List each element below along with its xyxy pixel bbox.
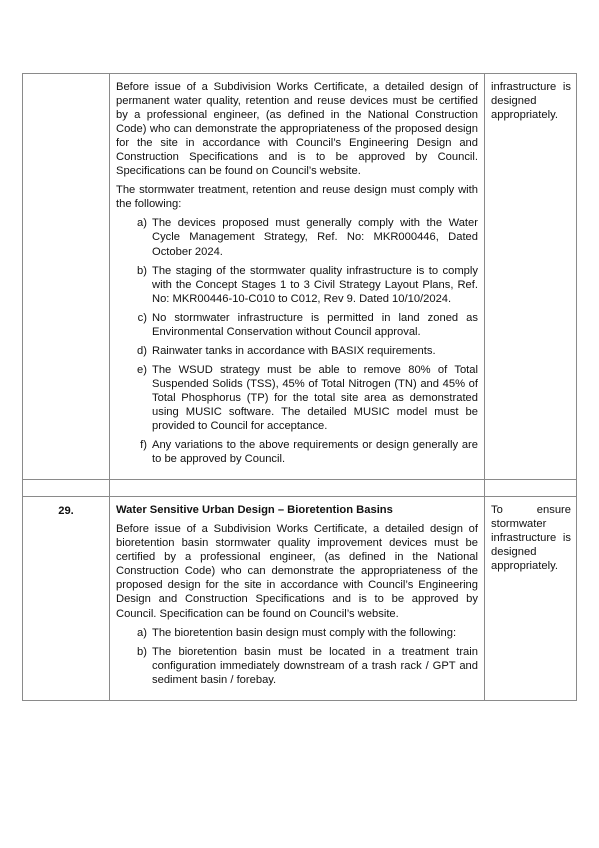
condition-paragraph: The stormwater treatment, retention and reuse design must comply with the following: — [116, 184, 478, 211]
list-marker: e) — [137, 363, 147, 376]
list-item-text: No stormwater infrastructure is permitted in land zoned as Environmental Conservation without Council approval. — [152, 311, 478, 338]
list-marker: b) — [137, 645, 147, 658]
condition-row — [23, 497, 577, 701]
condition-number: 29. — [23, 497, 110, 701]
list-item — [116, 344, 478, 358]
list-item-text: Rainwater tanks in accordance with BASIX requirements. — [152, 344, 436, 357]
spacer-cell — [23, 480, 110, 497]
list-item — [116, 363, 478, 433]
condition-title: Water Sensitive Urban Design – Bioretention Basins — [116, 504, 393, 517]
condition-number — [23, 74, 110, 480]
spacer-cell — [110, 480, 485, 497]
list-item-text: Any variations to the above requirements or design generally are to be approved by Council. — [152, 439, 478, 466]
list-marker: a) — [137, 217, 147, 230]
list-item — [116, 311, 478, 339]
list-item — [116, 626, 478, 640]
condition-reason — [485, 497, 577, 701]
condition-description — [110, 74, 485, 480]
condition-reason — [485, 74, 577, 480]
list-marker: a) — [137, 626, 147, 639]
list-item — [116, 264, 478, 306]
reason-text: To ensure stormwater infrastructure is designed appropriately. — [491, 504, 571, 573]
spacer-row — [23, 480, 577, 497]
list-marker: d) — [137, 344, 147, 357]
conditions-table — [22, 73, 577, 701]
list-item-text: The staging of the stormwater quality infrastructure is to comply with the Concept Stages 1 to 3 Civil Strategy Layout Plans, Ref. No: MKR00446-10-C010 to C012, Rev 9. Dated 10/10/2024. — [152, 264, 478, 305]
list-item-text: The bioretention basin design must comply with the following: — [152, 626, 457, 639]
condition-paragraph: Before issue of a Subdivision Works Certificate, a detailed design of bioretention basin stormwater quality improvement devices must be certified by a professional engineer, (as defined in the National Construction Code) who can demonstrate the appropriateness of the proposed design for the site in accordance with Council’s Engineering Design and Construction Specifications and is to be approved by Council. Specification can be found on Council’s website. — [116, 523, 478, 620]
list-marker: f) — [140, 439, 147, 452]
list-item — [116, 216, 478, 258]
spacer-cell — [485, 480, 577, 497]
condition-row — [23, 74, 577, 480]
list-item — [116, 438, 478, 466]
list-item-text: The WSUD strategy must be able to remove 80% of Total Suspended Solids (TSS), 45% of Total Nitrogen (TN) and 45% of Total Phosphorus (TP) for the total site area as demonstrated using MUSIC software. The detailed MUSIC model must be provided to Council for acceptance. — [152, 363, 478, 433]
list-item-text: The devices proposed must generally comply with the Water Cycle Management Strategy, Ref. No: MKR000446, Dated October 2024. — [152, 217, 478, 258]
condition-description — [110, 497, 485, 701]
list-marker: c) — [137, 311, 147, 324]
list-item-text: The bioretention basin must be located in a treatment train configuration immediately downstream of a trash rack / GPT and sediment basin / forebay. — [152, 645, 478, 686]
list-marker: b) — [137, 264, 147, 277]
condition-paragraph: Before issue of a Subdivision Works Certificate, a detailed design of permanent water quality, retention and reuse devices must be certified by a professional engineer, (as defined in the National Construction Code) who can demonstrate the appropriateness of the proposed design for the site in accordance with Council’s Engineering Design and Construction Specifications and is to be approved by Council. Specifications can be found on Council’s website. — [116, 81, 478, 178]
list-item — [116, 645, 478, 687]
reason-text: infrastructure is designed appropriately. — [491, 81, 571, 122]
